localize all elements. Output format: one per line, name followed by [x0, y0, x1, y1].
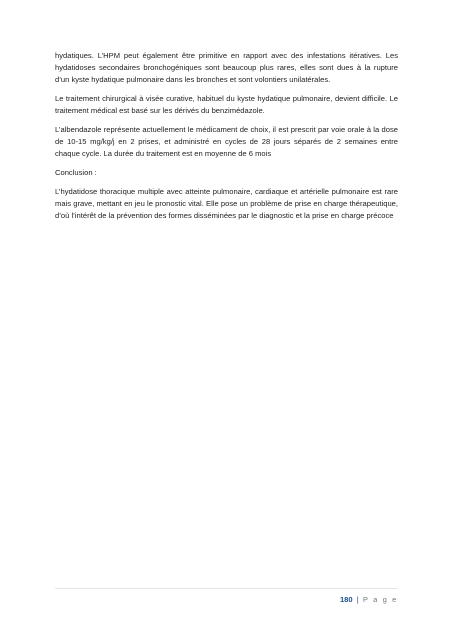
paragraph-conclusion: L’hydatidose thoracique multiple avec atteinte pulmonaire, cardiaque et artérielle pulmonaire est rare mais grave, mettant en jeu le pronostic vital. Elle pose un problème de prise en charge thérapeutique, d’où l’intérêt de la prévention des formes disséminées par le diagnostic et la prise en charge précoce	[55, 186, 398, 221]
paragraph-albendazole: L’albendazole représente actuellement le médicament de choix, il est prescrit par voie orale à la dose de 10-15 mg/kg/j en 2 prises, et administré en cycles de 28 jours séparés de 2 semaines entre chaque cycle. La durée du traitement est en moyenne de 6 mois	[55, 125, 398, 159]
page-label: P a g e	[362, 595, 398, 604]
footer-separator: |	[356, 595, 359, 604]
conclusion-heading: Conclusion :	[55, 168, 97, 178]
paragraph-hydatidoses-secondaires: hydatiques. L’HPM peut également être primitive en rapport avec des infestations itératives. Les hydatidoses secondaires bronchogéniques sont beaucoup plus rares, elles sont dues à la rupture d’un kyste hydatique pulmonaire dans les bronches et sont volontiers unilatérales.	[55, 51, 398, 85]
footer-divider	[55, 588, 398, 589]
paragraph-traitement-chirurgical: Le traitement chirurgical à visée curative, habituel du kyste hydatique pulmonaire, devient difficile. Le traitement médical est basé sur les dérivés du benzimédazole.	[55, 94, 398, 116]
page-number: 180	[339, 595, 353, 604]
page-footer	[340, 595, 398, 605]
body-text	[55, 50, 398, 229]
